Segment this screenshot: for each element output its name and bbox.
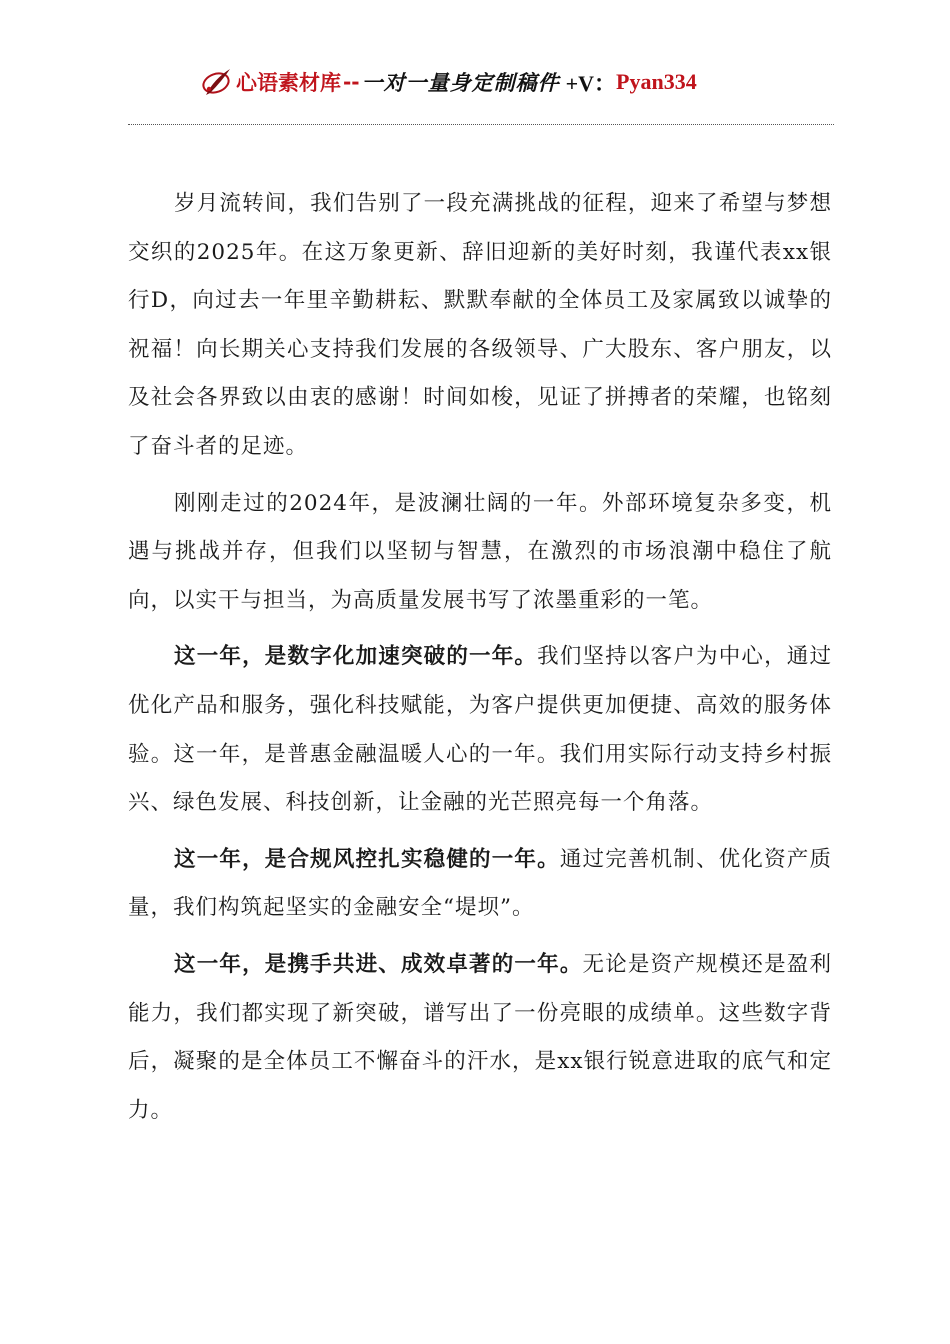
document-body <box>128 180 832 1143</box>
paragraph-3 <box>128 633 832 827</box>
paragraph-5 <box>128 941 832 1135</box>
quill-logo-icon <box>200 65 234 99</box>
header-separator: -- <box>343 70 360 94</box>
paragraph-3-text: 我们坚持以客户为中心，通过优化产品和服务，强化科技赋能，为客户提供更加便捷、高效的服务体验。这一年，是普惠金融温暖人心的一年。我们用实际行动支持乡村振兴、绿色发展、科技创新，让金融的光芒照亮每一个角落。 <box>128 644 832 816</box>
brand-name: 心语素材库 <box>236 70 341 95</box>
wechat-id: Pyan334 <box>616 69 697 94</box>
paragraph-5-lead: 这一年，是携手共进、成效卓著的一年。 <box>174 951 583 977</box>
paragraph-1: 岁月流转间，我们告别了一段充满挑战的征程，迎来了希望与梦想交织的2025年。在这万象更新、辞旧迎新的美好时刻，我谨代表xx银行D，向过去一年里辛勤耕耘、默默奉献的全体员工及家属致以诚挚的祝福！向长期关心支持我们发展的各级领导、广大股东、客户朋友，以及社会各界致以由衷的感谢！时间如梭，见证了拼搏者的荣耀，也铭刻了奋斗者的足迹。 <box>128 191 832 459</box>
page-header <box>200 62 800 102</box>
header-slogan: 一对一量身定制稿件 <box>361 71 560 95</box>
paragraph-4 <box>128 836 832 933</box>
paragraph-5-text: 无论是资产规模还是盈利能力，我们都实现了新突破，谱写出了一份亮眼的成绩单。这些数字背后，凝聚的是全体员工不懈奋斗的汗水，是xx银行锐意进取的底气和定力。 <box>128 951 832 1123</box>
paragraph-2: 刚刚走过的2024年，是波澜壮阔的一年。外部环境复杂多变，机遇与挑战并存，但我们以坚韧与智慧，在激烈的市场浪潮中稳住了航向，以实干与担当，为高质量发展书写了浓墨重彩的一笔。 <box>128 490 832 613</box>
paragraph-4-text: 通过完善机制、优化资产质量，我们构筑起坚实的金融安全“堤坝”。 <box>128 846 832 921</box>
paragraph-4-lead: 这一年，是合规风控扎实稳健的一年。 <box>174 846 560 872</box>
contact-prefix: +V： <box>565 70 617 96</box>
paragraph-3-lead: 这一年，是数字化加速突破的一年。 <box>174 644 538 670</box>
header-divider <box>128 124 834 125</box>
